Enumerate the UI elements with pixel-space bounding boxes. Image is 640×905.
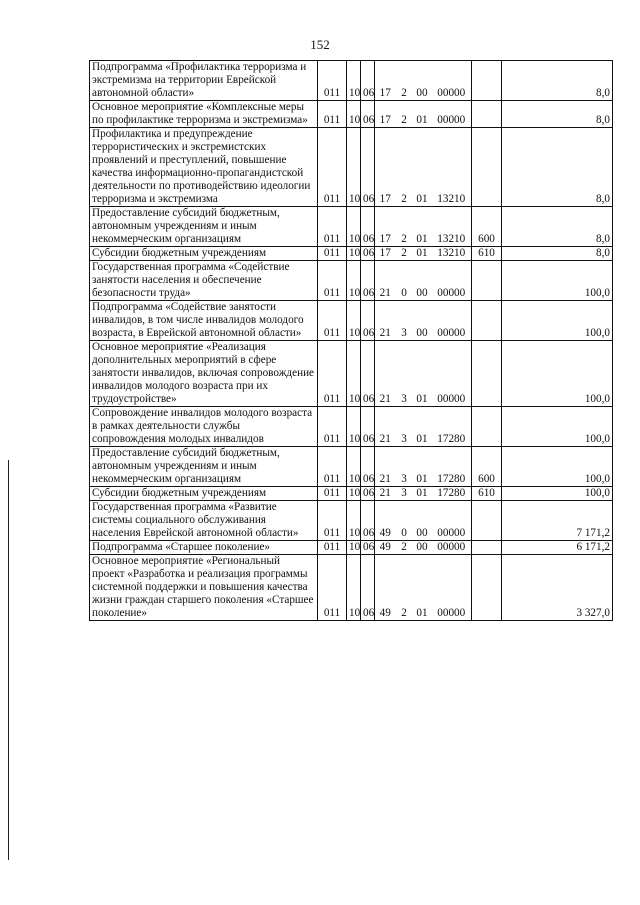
- cell-amount: 7 171,2: [502, 501, 613, 541]
- cell-name: Подпрограмма «Содействие занятости инвалидов, в том числе инвалидов молодого возраста, в Еврейской автономной области»: [90, 301, 318, 341]
- cell-ministry-code: 011: [318, 447, 347, 487]
- cell-program-code: 17: [375, 101, 396, 128]
- cell-subsection: 06: [361, 487, 375, 501]
- cell-ministry-code: 011: [318, 128, 347, 207]
- cell-amount: 100,0: [502, 301, 613, 341]
- cell-program-code: 49: [375, 555, 396, 621]
- cell-name: Основное мероприятие «Региональный проект «Разработка и реализация программы системной поддержки и повышения качества жизни граждан старшего поколения «Старшее поколение»: [90, 555, 318, 621]
- cell-amount: 100,0: [502, 261, 613, 301]
- cell-activity-code: 01: [413, 247, 432, 261]
- table-row: [90, 261, 613, 301]
- cell-activity-code: 00: [413, 501, 432, 541]
- budget-table: [89, 60, 613, 621]
- cell-expense-type: [472, 341, 502, 407]
- cell-subsection: 06: [361, 501, 375, 541]
- cell-expense-type: 610: [472, 487, 502, 501]
- cell-section: 10: [347, 61, 361, 101]
- table-body: [90, 61, 613, 621]
- table-row: [90, 487, 613, 501]
- cell-name: Основное мероприятие «Комплексные меры по профилактике терроризма и экстремизма»: [90, 101, 318, 128]
- cell-activity-code: 01: [413, 487, 432, 501]
- cell-direction-code: 00000: [432, 501, 472, 541]
- cell-program-code: 21: [375, 407, 396, 447]
- cell-name: Субсидии бюджетным учреждениям: [90, 487, 318, 501]
- cell-ministry-code: 011: [318, 207, 347, 247]
- cell-subprogram-code: 2: [396, 207, 413, 247]
- cell-subsection: 06: [361, 341, 375, 407]
- cell-section: 10: [347, 407, 361, 447]
- cell-program-code: 17: [375, 207, 396, 247]
- cell-ministry-code: 011: [318, 247, 347, 261]
- cell-subsection: 06: [361, 247, 375, 261]
- cell-program-code: 17: [375, 128, 396, 207]
- cell-direction-code: 00000: [432, 61, 472, 101]
- cell-section: 10: [347, 261, 361, 301]
- cell-name: Субсидии бюджетным учреждениям: [90, 247, 318, 261]
- table-row: [90, 301, 613, 341]
- cell-subprogram-code: 0: [396, 261, 413, 301]
- cell-direction-code: 00000: [432, 555, 472, 621]
- table-row: [90, 61, 613, 101]
- cell-subsection: 06: [361, 261, 375, 301]
- cell-subprogram-code: 0: [396, 501, 413, 541]
- cell-activity-code: 01: [413, 341, 432, 407]
- cell-subprogram-code: 2: [396, 128, 413, 207]
- cell-section: 10: [347, 101, 361, 128]
- cell-subsection: 06: [361, 101, 375, 128]
- cell-name: Предоставление субсидий бюджетным, автономным учреждениям и иным некоммерческим организациям: [90, 207, 318, 247]
- cell-expense-type: [472, 407, 502, 447]
- cell-amount: 3 327,0: [502, 555, 613, 621]
- cell-expense-type: [472, 501, 502, 541]
- cell-expense-type: [472, 541, 502, 555]
- cell-expense-type: [472, 261, 502, 301]
- cell-name: Подпрограмма «Профилактика терроризма и экстремизма на территории Еврейской автономной области»: [90, 61, 318, 101]
- cell-program-code: 21: [375, 261, 396, 301]
- cell-program-code: 17: [375, 61, 396, 101]
- cell-activity-code: 01: [413, 128, 432, 207]
- cell-section: 10: [347, 487, 361, 501]
- cell-subsection: 06: [361, 447, 375, 487]
- page-number: 152: [310, 37, 330, 52]
- cell-expense-type: [472, 555, 502, 621]
- cell-direction-code: 17280: [432, 447, 472, 487]
- cell-amount: 8,0: [502, 61, 613, 101]
- margin-line: [8, 460, 9, 860]
- cell-direction-code: 00000: [432, 341, 472, 407]
- cell-activity-code: 00: [413, 301, 432, 341]
- table-row: [90, 407, 613, 447]
- cell-name: Предоставление субсидий бюджетным, автономным учреждениям и иным некоммерческим организациям: [90, 447, 318, 487]
- cell-program-code: 49: [375, 501, 396, 541]
- cell-subprogram-code: 2: [396, 555, 413, 621]
- table-row: [90, 501, 613, 541]
- cell-ministry-code: 011: [318, 555, 347, 621]
- cell-ministry-code: 011: [318, 501, 347, 541]
- cell-activity-code: 00: [413, 61, 432, 101]
- cell-program-code: 21: [375, 301, 396, 341]
- cell-section: 10: [347, 501, 361, 541]
- cell-subsection: 06: [361, 541, 375, 555]
- table-row: [90, 541, 613, 555]
- cell-subsection: 06: [361, 407, 375, 447]
- cell-direction-code: 00000: [432, 261, 472, 301]
- cell-ministry-code: 011: [318, 101, 347, 128]
- cell-expense-type: 610: [472, 247, 502, 261]
- table-row: [90, 447, 613, 487]
- cell-amount: 100,0: [502, 407, 613, 447]
- table-row: [90, 555, 613, 621]
- cell-section: 10: [347, 541, 361, 555]
- cell-ministry-code: 011: [318, 341, 347, 407]
- cell-expense-type: [472, 128, 502, 207]
- cell-expense-type: 600: [472, 207, 502, 247]
- cell-amount: 8,0: [502, 207, 613, 247]
- cell-program-code: 49: [375, 541, 396, 555]
- cell-ministry-code: 011: [318, 61, 347, 101]
- cell-amount: 100,0: [502, 447, 613, 487]
- cell-subprogram-code: 2: [396, 247, 413, 261]
- cell-amount: 100,0: [502, 341, 613, 407]
- cell-program-code: 21: [375, 341, 396, 407]
- cell-expense-type: 600: [472, 447, 502, 487]
- cell-direction-code: 00000: [432, 301, 472, 341]
- cell-section: 10: [347, 447, 361, 487]
- cell-direction-code: 13210: [432, 247, 472, 261]
- cell-activity-code: 01: [413, 207, 432, 247]
- cell-activity-code: 00: [413, 541, 432, 555]
- cell-direction-code: 00000: [432, 541, 472, 555]
- cell-amount: 8,0: [502, 128, 613, 207]
- cell-subprogram-code: 3: [396, 447, 413, 487]
- cell-name: Сопровождение инвалидов молодого возраста в рамках деятельности службы сопровождения молодых инвалидов: [90, 407, 318, 447]
- cell-section: 10: [347, 301, 361, 341]
- cell-name: Подпрограмма «Старшее поколение»: [90, 541, 318, 555]
- cell-ministry-code: 011: [318, 487, 347, 501]
- cell-ministry-code: 011: [318, 407, 347, 447]
- cell-amount: 6 171,2: [502, 541, 613, 555]
- cell-subprogram-code: 2: [396, 101, 413, 128]
- table-row: [90, 247, 613, 261]
- cell-section: 10: [347, 207, 361, 247]
- cell-section: 10: [347, 341, 361, 407]
- table-row: [90, 101, 613, 128]
- cell-subsection: 06: [361, 301, 375, 341]
- cell-activity-code: 01: [413, 101, 432, 128]
- cell-name: Профилактика и предупреждение террористических и экстремистских проявлений и преступлений, повышение качества информационно-пропагандистской деятельности по противодействию идеологии терроризма и экстремизма: [90, 128, 318, 207]
- cell-direction-code: 17280: [432, 487, 472, 501]
- cell-subprogram-code: 3: [396, 487, 413, 501]
- cell-name: Основное мероприятие «Реализация дополнительных мероприятий в сфере занятости инвалидов, включая сопровождение инвалидов молодого возраста при их трудоустройстве»: [90, 341, 318, 407]
- table-row: [90, 341, 613, 407]
- cell-direction-code: 13210: [432, 207, 472, 247]
- cell-direction-code: 17280: [432, 407, 472, 447]
- cell-expense-type: [472, 61, 502, 101]
- cell-direction-code: 00000: [432, 101, 472, 128]
- cell-activity-code: 01: [413, 447, 432, 487]
- cell-expense-type: [472, 101, 502, 128]
- cell-subsection: 06: [361, 207, 375, 247]
- cell-program-code: 21: [375, 447, 396, 487]
- table-row: [90, 207, 613, 247]
- cell-program-code: 17: [375, 247, 396, 261]
- cell-amount: 8,0: [502, 247, 613, 261]
- table-row: [90, 128, 613, 207]
- cell-subprogram-code: 2: [396, 541, 413, 555]
- cell-subprogram-code: 2: [396, 61, 413, 101]
- cell-section: 10: [347, 128, 361, 207]
- cell-subprogram-code: 3: [396, 407, 413, 447]
- cell-name: Государственная программа «Содействие занятости населения и обеспечение безопасности труда»: [90, 261, 318, 301]
- cell-ministry-code: 011: [318, 261, 347, 301]
- cell-ministry-code: 011: [318, 301, 347, 341]
- cell-subsection: 06: [361, 128, 375, 207]
- cell-subprogram-code: 3: [396, 301, 413, 341]
- cell-amount: 100,0: [502, 487, 613, 501]
- cell-amount: 8,0: [502, 101, 613, 128]
- cell-activity-code: 00: [413, 261, 432, 301]
- cell-section: 10: [347, 247, 361, 261]
- cell-subsection: 06: [361, 555, 375, 621]
- cell-ministry-code: 011: [318, 541, 347, 555]
- cell-name: Государственная программа «Развитие системы социального обслуживания населения Еврейской автономной области»: [90, 501, 318, 541]
- cell-program-code: 21: [375, 487, 396, 501]
- cell-expense-type: [472, 301, 502, 341]
- cell-subsection: 06: [361, 61, 375, 101]
- cell-subprogram-code: 3: [396, 341, 413, 407]
- cell-activity-code: 01: [413, 407, 432, 447]
- cell-direction-code: 13210: [432, 128, 472, 207]
- cell-activity-code: 01: [413, 555, 432, 621]
- cell-section: 10: [347, 555, 361, 621]
